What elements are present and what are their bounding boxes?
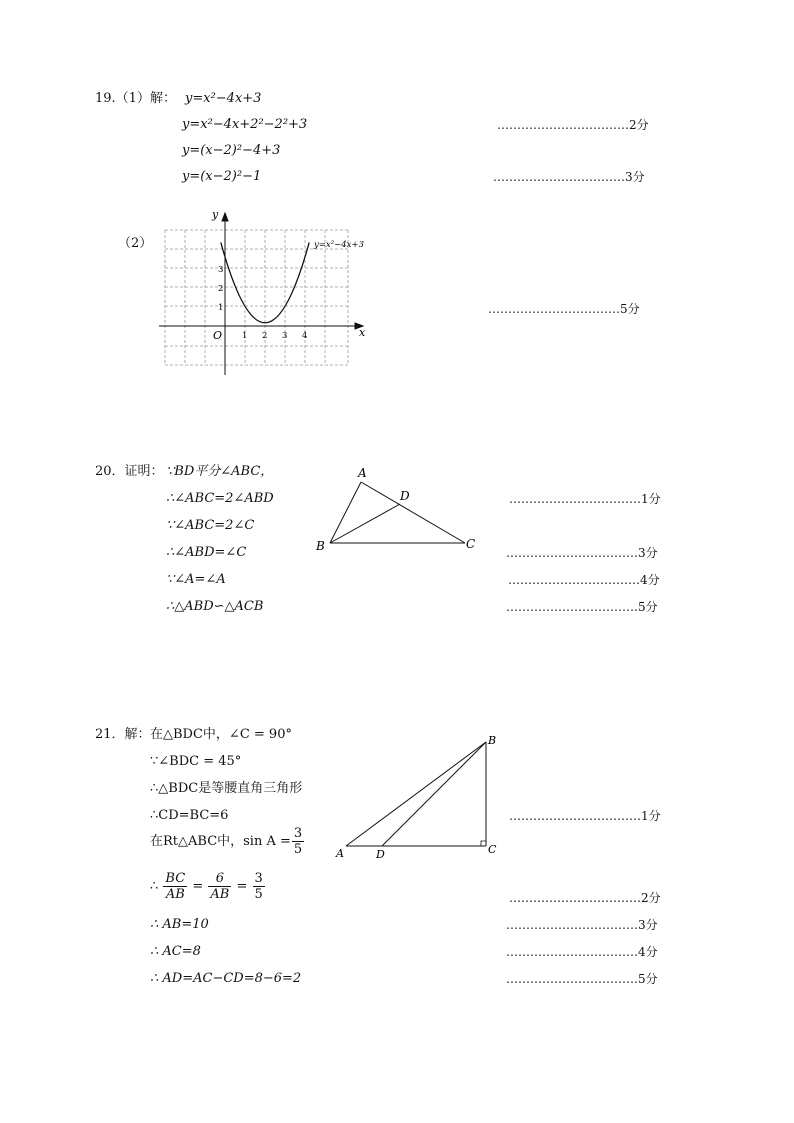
q20-label: 20．证明：	[95, 464, 164, 479]
q20-line-2: ∴∠ABC=2∠ABD	[166, 491, 274, 506]
q19-parabola-graph	[155, 205, 370, 380]
q21-triangle-figure	[330, 728, 510, 863]
segment-ab	[346, 742, 486, 846]
segment-ac	[361, 482, 465, 543]
y-axis-label: y	[212, 208, 219, 221]
q20-score-5: ……………………………5分	[506, 600, 658, 614]
right-angle-mark	[481, 841, 486, 846]
q21-line-ad: ∴ AD=AC−CD=8−6=2	[150, 971, 302, 986]
q21-ratio-line: ∴ $\frac{BC}{AB}$ = $\frac{6}{AB}$ = $\frac{3}{5}$	[150, 871, 263, 902]
vertex-c-label: C	[488, 843, 497, 856]
q21-score-5: ……………………………5分	[506, 972, 658, 986]
y-axis-arrow	[222, 213, 228, 221]
origin-label: O	[213, 329, 223, 342]
vertex-b-label: B	[488, 734, 497, 747]
q21-score-3: ……………………………3分	[506, 918, 658, 932]
q20-line-6: ∴△ABD∽△ACB	[166, 599, 264, 614]
x-tick-2: 2	[262, 331, 268, 341]
q20-score-3: ……………………………3分	[506, 546, 658, 560]
y-tick-2: 2	[218, 284, 224, 294]
q19-step-1: y=x²−4x+3	[185, 91, 262, 106]
q20-score-4: ……………………………4分	[508, 573, 660, 587]
q21-score-1: ……………………………1分	[509, 809, 661, 823]
q19-part2-label: （2）	[118, 236, 153, 251]
vertex-b-label: B	[316, 539, 325, 553]
x-tick-4: 4	[302, 331, 308, 341]
sin-a-fraction: $\frac{3}{5}$	[293, 826, 303, 857]
q21-score-2: ……………………………2分	[509, 891, 661, 905]
q20-line-5: ∵∠A=∠A	[166, 572, 226, 587]
y-tick-3: 3	[218, 265, 224, 275]
q21-line-ab: ∴ AB=10	[150, 917, 209, 932]
q21-line-ac: ∴ AC=8	[150, 944, 201, 959]
q21-line-3: ∴△BDC是等腰直角三角形	[150, 781, 303, 796]
q19-step-4: y=(x−2)²−1	[182, 169, 262, 184]
q19-label: 19.（1）解：	[95, 91, 176, 106]
q19-score-3: ……………………………3分	[493, 170, 645, 184]
q21-label: 21．解：	[95, 727, 151, 742]
curve-label: y=x²−4x+3	[314, 240, 364, 250]
vertex-a-label: A	[358, 466, 367, 480]
q20-triangle-figure	[310, 460, 490, 555]
vertex-c-label: C	[466, 537, 476, 551]
q20-line-1: ∵BD平分∠ABC，	[166, 464, 274, 479]
point-d-label: D	[376, 848, 385, 861]
y-tick-1: 1	[218, 303, 224, 313]
q19-step-3: y=(x−2)²−4+3	[182, 143, 281, 158]
q19-score-5: ……………………………5分	[488, 302, 640, 316]
q21-score-4: ……………………………4分	[506, 945, 658, 959]
x-tick-3: 3	[282, 331, 288, 341]
q21-line-4: ∴CD=BC=6	[150, 808, 229, 823]
q20-line-4: ∴∠ABD=∠C	[166, 545, 247, 560]
q20-score-1: ……………………………1分	[509, 492, 661, 506]
q20-line-3: ∵∠ABC=2∠C	[166, 518, 255, 533]
q19-score-2: ……………………………2分	[497, 118, 649, 132]
point-d-label: D	[400, 489, 410, 503]
x-axis-label: x	[359, 326, 366, 339]
q21-line-2: ∵∠BDC = 45°	[150, 754, 242, 769]
vertex-a-label: A	[336, 847, 344, 860]
q21-line-5: 在Rt△ABC中，sin A = $\frac{3}{5}$	[150, 826, 303, 857]
q21-line-1: 在△BDC中，∠C = 90°	[150, 727, 292, 742]
q19-step-2: y=x²−4x+2²−2²+3	[182, 117, 308, 132]
segment-bd	[330, 504, 400, 543]
x-tick-1: 1	[242, 331, 248, 341]
segment-bd	[382, 742, 486, 846]
